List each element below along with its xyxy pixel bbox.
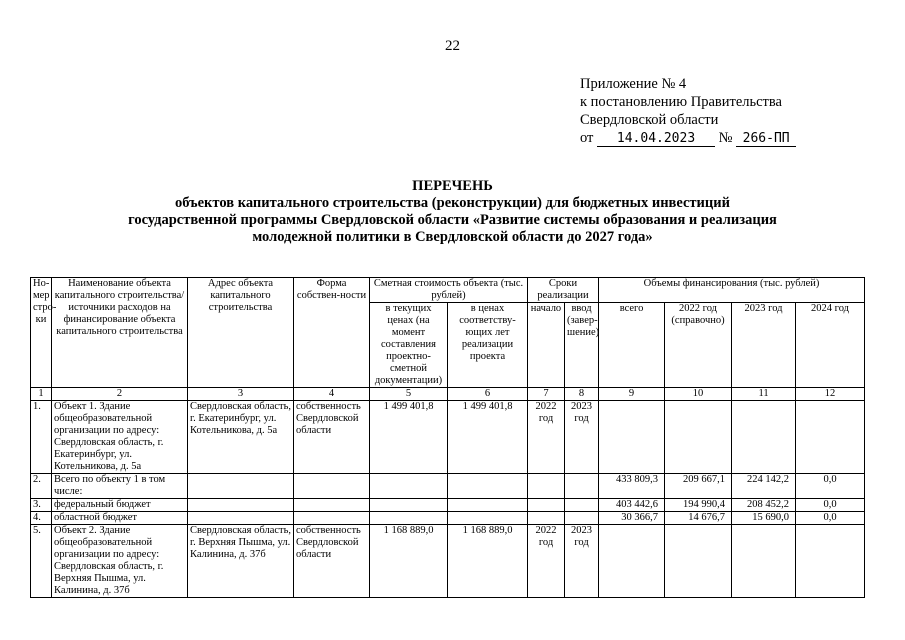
row-2024: 0,0 <box>796 474 865 499</box>
row-ownership: собственность Свердловской области <box>294 525 370 598</box>
title-line-4: молодежной политики в Свердловской области до 2027 года» <box>252 229 653 245</box>
column-number: 8 <box>565 388 599 401</box>
row-estimate-actual: 1 499 401,8 <box>448 401 528 474</box>
row-number: 1. <box>31 401 52 474</box>
column-number: 10 <box>665 388 732 401</box>
row-term-end <box>565 512 599 525</box>
header-estimate: Сметная стоимость объекта (тыс. рублей) <box>370 278 528 303</box>
row-address: Свердловская область, г. Екатеринбург, ул. Котельникова, д. 5а <box>188 401 294 474</box>
row-estimate-current: 1 499 401,8 <box>370 401 448 474</box>
row-ownership <box>294 512 370 525</box>
table-row <box>31 499 865 512</box>
page-number: 22 <box>445 38 460 54</box>
from-label: от <box>580 130 594 146</box>
header-term-end: ввод (завер-шение) <box>565 303 599 388</box>
row-number: 5. <box>31 525 52 598</box>
row-number: 2. <box>31 474 52 499</box>
row-2023: 15 690,0 <box>732 512 796 525</box>
column-number: 5 <box>370 388 448 401</box>
row-ownership: собственность Свердловской области <box>294 401 370 474</box>
row-2022: 209 667,1 <box>665 474 732 499</box>
row-2024: 0,0 <box>796 499 865 512</box>
row-estimate-current: 1 168 889,0 <box>370 525 448 598</box>
appendix-line-4 <box>580 129 796 147</box>
column-number: 12 <box>796 388 865 401</box>
column-number: 9 <box>599 388 665 401</box>
title-line-2: объектов капитального строительства (реконструкции) для бюджетных инвестиций <box>175 195 730 211</box>
column-number: 4 <box>294 388 370 401</box>
row-address <box>188 512 294 525</box>
row-address <box>188 499 294 512</box>
column-number: 7 <box>528 388 565 401</box>
row-total: 433 809,3 <box>599 474 665 499</box>
header-ownership: Форма собствен-ности <box>294 278 370 388</box>
header-estimate-actual: в ценах соответству-ющих лет реализации проекта <box>448 303 528 388</box>
row-2024 <box>796 525 865 598</box>
column-number: 3 <box>188 388 294 401</box>
row-term-start <box>528 499 565 512</box>
row-2022: 194 990,4 <box>665 499 732 512</box>
document-title <box>0 178 905 246</box>
row-term-start: 2022 год <box>528 401 565 474</box>
row-name: Объект 1. Здание общеобразовательной организации по адресу: Свердловская область, г. Екатеринбург, ул. Котельникова, д. 5а <box>52 401 188 474</box>
row-ownership <box>294 499 370 512</box>
row-2022 <box>665 401 732 474</box>
table-row <box>31 525 865 598</box>
column-number: 11 <box>732 388 796 401</box>
row-term-start <box>528 512 565 525</box>
appendix-block <box>580 75 796 147</box>
row-term-start <box>528 474 565 499</box>
row-address: Свердловская область, г. Верхняя Пышма, ул. Калинина, д. 37б <box>188 525 294 598</box>
header-estimate-current: в текущих ценах (на момент составления проектно-сметной документации) <box>370 303 448 388</box>
row-total <box>599 525 665 598</box>
row-2022: 14 676,7 <box>665 512 732 525</box>
row-term-end <box>565 499 599 512</box>
appendix-line-2: к постановлению Правительства <box>580 94 782 110</box>
header-term-start: начало <box>528 303 565 388</box>
appendix-line-1: Приложение № 4 <box>580 76 687 92</box>
row-total: 403 442,6 <box>599 499 665 512</box>
row-2023: 208 452,2 <box>732 499 796 512</box>
number-label: № <box>718 130 733 146</box>
title-line-1: ПЕРЕЧЕНЬ <box>412 178 493 194</box>
header-name: Наименование объекта капитального строительства/источники расходов на финансирование объекта капитального строительства <box>52 278 188 388</box>
row-2023 <box>732 401 796 474</box>
row-number: 4. <box>31 512 52 525</box>
row-name: областной бюджет <box>52 512 188 525</box>
column-number: 6 <box>448 388 528 401</box>
header-address: Адрес объекта капитального строительства <box>188 278 294 388</box>
row-name: Объект 2. Здание общеобразовательной организации по адресу: Свердловская область, г. Верхняя Пышма, ул. Калинина, д. 37б <box>52 525 188 598</box>
column-number: 1 <box>31 388 52 401</box>
row-address <box>188 474 294 499</box>
row-2023: 224 142,2 <box>732 474 796 499</box>
table-row <box>31 512 865 525</box>
decree-date: 14.04.2023 <box>597 132 715 147</box>
row-estimate-current <box>370 499 448 512</box>
header-2023: 2023 год <box>732 303 796 388</box>
header-2024: 2024 год <box>796 303 865 388</box>
table-row <box>31 401 865 474</box>
title-line-3: государственной программы Свердловской области «Развитие системы образования и реализация <box>128 212 777 228</box>
row-name: Всего по объекту 1 в том числе: <box>52 474 188 499</box>
appendix-line-3: Свердловской области <box>580 112 719 128</box>
table-row <box>31 474 865 499</box>
row-term-end <box>565 474 599 499</box>
row-term-start: 2022 год <box>528 525 565 598</box>
row-estimate-current <box>370 512 448 525</box>
row-ownership <box>294 474 370 499</box>
row-name: федеральный бюджет <box>52 499 188 512</box>
row-2024 <box>796 401 865 474</box>
row-number: 3. <box>31 499 52 512</box>
header-total: всего <box>599 303 665 388</box>
row-term-end: 2023 год <box>565 525 599 598</box>
header-2022: 2022 год (справочно) <box>665 303 732 388</box>
column-number: 2 <box>52 388 188 401</box>
header-row-no: Но-мер стро-ки <box>31 278 52 388</box>
row-total: 30 366,7 <box>599 512 665 525</box>
row-estimate-actual <box>448 499 528 512</box>
column-numbers-row <box>31 388 865 401</box>
header-row-1 <box>31 278 865 303</box>
header-terms: Сроки реализации <box>528 278 599 303</box>
row-total <box>599 401 665 474</box>
row-estimate-current <box>370 474 448 499</box>
row-2023 <box>732 525 796 598</box>
row-estimate-actual <box>448 474 528 499</box>
row-term-end: 2023 год <box>565 401 599 474</box>
decree-number: 266-ПП <box>736 132 796 147</box>
row-estimate-actual: 1 168 889,0 <box>448 525 528 598</box>
row-2024: 0,0 <box>796 512 865 525</box>
row-2022 <box>665 525 732 598</box>
row-estimate-actual <box>448 512 528 525</box>
objects-table <box>30 277 865 598</box>
header-funding: Объемы финансирования (тыс. рублей) <box>599 278 865 303</box>
